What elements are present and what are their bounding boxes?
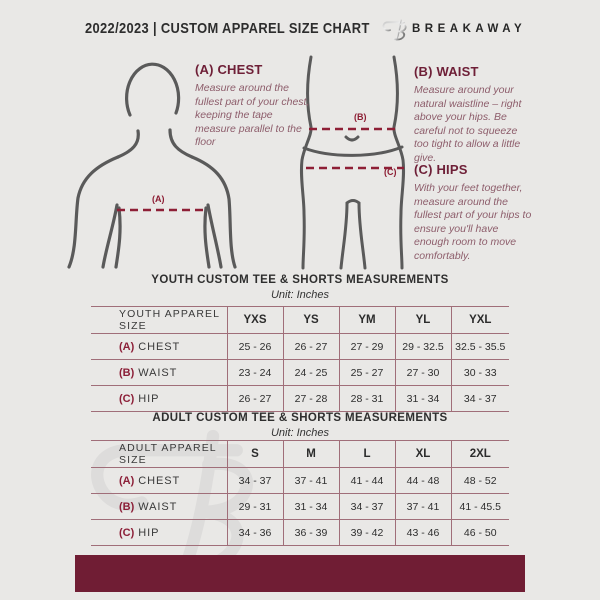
column-header: S — [227, 441, 283, 468]
value-cell: 29 - 31 — [227, 494, 283, 520]
youth-table-unit: Unit: Inches — [270, 289, 330, 301]
row-label: CHEST — [138, 474, 181, 487]
waist-guide-heading: (B) WAIST — [414, 64, 479, 79]
column-header: YOUTH APPAREL SIZE — [119, 308, 220, 332]
value-cell: 34 - 37 — [227, 468, 283, 494]
row-label: WAIST — [138, 500, 178, 513]
row-prefix: (B) — [119, 500, 135, 513]
value-cell: 46 - 50 — [451, 520, 509, 546]
hips-guide — [414, 162, 532, 263]
table-row — [91, 494, 509, 520]
chest-guide — [195, 62, 313, 150]
value-cell: 34 - 37 — [339, 494, 395, 520]
row-prefix: (A) — [119, 340, 135, 353]
value-cell: 27 - 29 — [339, 334, 395, 360]
value-cell: 41 - 45.5 — [451, 494, 509, 520]
value-cell: 26 - 27 — [283, 334, 339, 360]
row-label: HIP — [138, 392, 160, 405]
row-label-cell — [91, 360, 227, 386]
row-prefix: (A) — [119, 474, 135, 487]
value-cell: 37 - 41 — [283, 468, 339, 494]
adult-table-title: ADULT CUSTOM TEE & SHORTS MEASUREMENTS — [152, 412, 448, 424]
column-header: YS — [283, 307, 339, 334]
value-cell: 48 - 52 — [451, 468, 509, 494]
chest-guide-text: Measure around the fullest part of your chest, keeping the tape measure parallel to the floor — [195, 82, 310, 148]
value-cell: 24 - 25 — [283, 360, 339, 386]
table-row — [91, 334, 509, 360]
table-header-row — [91, 441, 509, 468]
youth-size-table — [91, 306, 509, 412]
hips-guide-heading: (C) HIPS — [414, 162, 468, 177]
column-header: XL — [395, 441, 451, 468]
waist-marker-label: (B) — [354, 112, 367, 122]
table-row — [91, 386, 509, 412]
value-cell: 31 - 34 — [395, 386, 451, 412]
column-header: YM — [339, 307, 395, 334]
value-cell: 34 - 36 — [227, 520, 283, 546]
row-label-cell — [91, 520, 227, 546]
value-cell: 43 - 46 — [395, 520, 451, 546]
column-header: YXL — [451, 307, 509, 334]
hips-marker-label: (C) — [384, 167, 397, 177]
value-cell: 26 - 27 — [227, 386, 283, 412]
column-header: YXS — [227, 307, 283, 334]
value-cell: 23 - 24 — [227, 360, 283, 386]
row-label: CHEST — [138, 340, 181, 353]
lower-body-figure — [295, 55, 415, 270]
value-cell: 37 - 41 — [395, 494, 451, 520]
chest-guide-heading: (A) CHEST — [195, 62, 263, 77]
youth-table-title: YOUTH CUSTOM TEE & SHORTS MEASUREMENTS — [151, 274, 449, 286]
table-row — [91, 468, 509, 494]
value-cell: 29 - 32.5 — [395, 334, 451, 360]
waist-guide-text: Measure around your natural waistline – right above your hips. Be careful not to squeeze too tight to allow a little give. — [414, 84, 522, 164]
row-prefix: (B) — [119, 366, 135, 379]
row-label-cell — [91, 386, 227, 412]
value-cell: 34 - 37 — [451, 386, 509, 412]
value-cell: 32.5 - 35.5 — [451, 334, 509, 360]
row-label-cell — [91, 494, 227, 520]
column-header: M — [283, 441, 339, 468]
column-header: 2XL — [451, 441, 509, 468]
row-label-cell — [91, 334, 227, 360]
value-cell: 27 - 30 — [395, 360, 451, 386]
value-cell: 25 - 27 — [339, 360, 395, 386]
value-cell: 44 - 48 — [395, 468, 451, 494]
chest-marker-label: (A) — [152, 194, 165, 204]
value-cell: 36 - 39 — [283, 520, 339, 546]
adult-size-table — [91, 440, 509, 546]
adult-table-unit: Unit: Inches — [270, 427, 330, 439]
row-prefix: (C) — [119, 392, 135, 405]
waist-guide — [414, 64, 526, 165]
table-row — [91, 520, 509, 546]
column-header: YL — [395, 307, 451, 334]
value-cell: 25 - 26 — [227, 334, 283, 360]
value-cell: 28 - 31 — [339, 386, 395, 412]
value-cell: 31 - 34 — [283, 494, 339, 520]
hips-guide-text: With your feet together, measure around the fullest part of your hips to ensure you'll have enough room to move comfortably. — [414, 182, 532, 262]
column-header: L — [339, 441, 395, 468]
row-label-cell — [91, 468, 227, 494]
row-prefix: (C) — [119, 526, 135, 539]
table-header-row — [91, 307, 509, 334]
value-cell: 39 - 42 — [339, 520, 395, 546]
column-header: ADULT APPAREL SIZE — [119, 442, 217, 466]
value-cell: 30 - 33 — [451, 360, 509, 386]
row-label: HIP — [138, 526, 160, 539]
footer-accent-bar — [75, 555, 525, 592]
brand-name: BREAKAWAY — [412, 23, 527, 35]
breakaway-logo-icon — [381, 15, 409, 45]
row-label: WAIST — [138, 366, 178, 379]
value-cell: 41 - 44 — [339, 468, 395, 494]
page-title: 2022/2023 | CUSTOM APPAREL SIZE CHART — [85, 20, 370, 37]
table-row — [91, 360, 509, 386]
value-cell: 27 - 28 — [283, 386, 339, 412]
